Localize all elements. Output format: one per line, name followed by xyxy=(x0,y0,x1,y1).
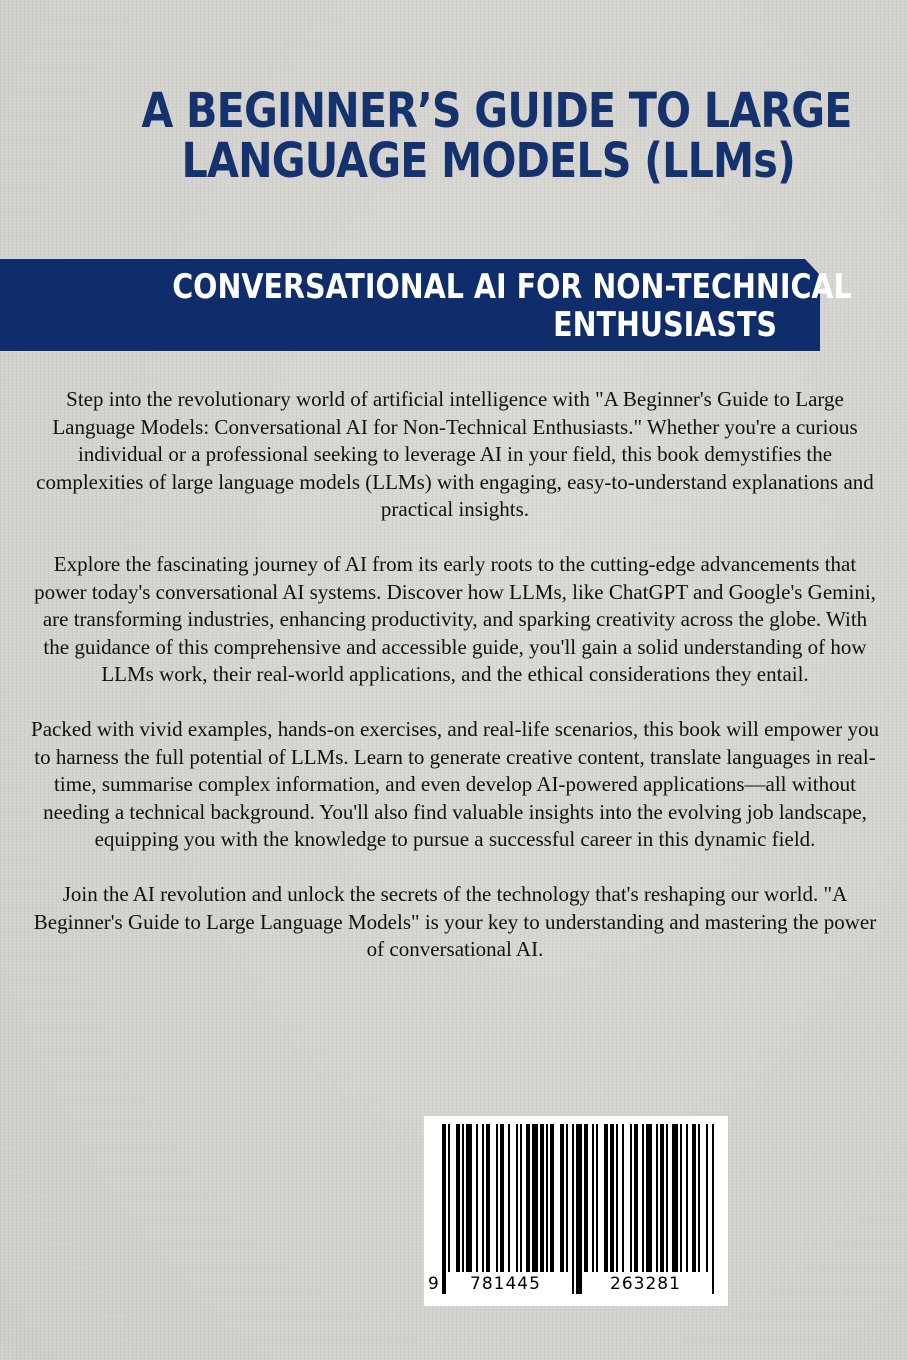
barcode-bar xyxy=(532,1124,538,1272)
barcode-bar xyxy=(712,1124,714,1294)
barcode-bar xyxy=(616,1124,618,1272)
blurb-paragraph-2: Explore the fascinating journey of AI from its early roots to the cutting-edge advancements that power today's conversational AI systems. Discover how LLMs, like ChatGPT and Google's Gemini, are transforming industries, enhancing productivity, and sparking creativity across the globe. With the guidance of this comprehensive and accessible guide, you'll gain a solid understanding of how LLMs work, their real-world applications, and the ethical considerations they entail. xyxy=(34,551,876,687)
barcode-bar xyxy=(604,1124,608,1272)
barcode-bar xyxy=(560,1124,564,1272)
barcode-bar xyxy=(566,1124,568,1272)
barcode-bar xyxy=(520,1124,522,1272)
blurb-paragraph-4: Join the AI revolution and unlock the secrets of the technology that's reshaping our world. "A Beginner's Guide to Large Language Models" is your key to understanding and mastering the power of conversational AI. xyxy=(33,881,877,962)
barcode-bar xyxy=(622,1124,624,1272)
barcode-bar xyxy=(680,1124,682,1272)
blurb-paragraph-3: Packed with vivid examples, hands-on exercises, and real-life scenarios, this book will empower you to harness the full potential of LLMs. Learn to generate creative content, translate languages in real-time, summarise complex information, and even develop AI-powered applications—all without needing a technical background. You'll also find valuable insights into the evolving job landscape, equipping you with the knowledge to pursue a successful career in this dynamic field. xyxy=(31,716,879,852)
barcode-digits-right: 263281 xyxy=(610,1274,681,1294)
barcode-bar xyxy=(486,1124,490,1272)
barcode-bar xyxy=(660,1124,664,1272)
barcode-digit-first: 9 xyxy=(428,1274,440,1294)
barcode-bar xyxy=(456,1124,460,1272)
barcode-bar xyxy=(448,1124,450,1272)
isbn-barcode xyxy=(424,1116,728,1306)
barcode-bar xyxy=(656,1124,658,1272)
barcode-bar xyxy=(442,1124,446,1294)
blurb-paragraph-1: Step into the revolutionary world of artificial intelligence with "A Beginner's Guide to Large Language Models: Conversational AI for Non-Technical Enthusiasts." Whether you're a curious individual or a professional seeking to leverage AI in your field, this book demystifies the complexities of large language models (LLMs) with engaging, easy-to-understand explanations and practical insights. xyxy=(36,387,874,522)
barcode-bar xyxy=(500,1124,504,1272)
barcode-bar xyxy=(462,1124,464,1272)
barcode-bar xyxy=(666,1124,668,1272)
barcode-bar xyxy=(692,1124,696,1272)
barcode-bar xyxy=(540,1124,544,1272)
barcode-bar xyxy=(634,1124,638,1272)
barcode-bar xyxy=(698,1124,700,1272)
barcode-bar xyxy=(508,1124,510,1272)
barcode-bar xyxy=(482,1124,484,1272)
barcode-bar xyxy=(706,1124,708,1272)
barcode-bar xyxy=(592,1124,594,1272)
book-title xyxy=(35,83,852,189)
barcode-bar xyxy=(672,1124,678,1272)
barcode-bar xyxy=(646,1124,652,1272)
barcode-bar xyxy=(584,1124,588,1272)
barcode-bar xyxy=(642,1124,644,1272)
barcode-digits-left: 781445 xyxy=(470,1274,541,1294)
barcode-bar xyxy=(466,1124,472,1272)
book-title-line-1: A BEGINNER’S GUIDE TO LARGE xyxy=(141,83,852,139)
book-subtitle xyxy=(57,267,852,345)
barcode-bar xyxy=(496,1124,498,1272)
barcode-bar xyxy=(576,1124,582,1294)
barcode-bar xyxy=(630,1124,632,1272)
book-subtitle-line-2: ENTHUSIASTS xyxy=(553,305,777,345)
barcode-bar xyxy=(550,1124,554,1272)
barcode-bar xyxy=(610,1124,614,1272)
book-title-line-2: LANGUAGE MODELS (LLMs) xyxy=(181,133,795,189)
barcode-bar xyxy=(476,1124,478,1272)
barcode-bar xyxy=(572,1124,574,1294)
barcode-bar xyxy=(686,1124,688,1272)
book-subtitle-line-1: CONVERSATIONAL AI FOR NON-TECHNICAL xyxy=(172,267,852,307)
barcode-bar xyxy=(516,1124,518,1272)
barcode-bar xyxy=(526,1124,530,1272)
book-blurb xyxy=(30,386,880,991)
barcode-bar xyxy=(546,1124,548,1272)
barcode-bar xyxy=(596,1124,598,1272)
